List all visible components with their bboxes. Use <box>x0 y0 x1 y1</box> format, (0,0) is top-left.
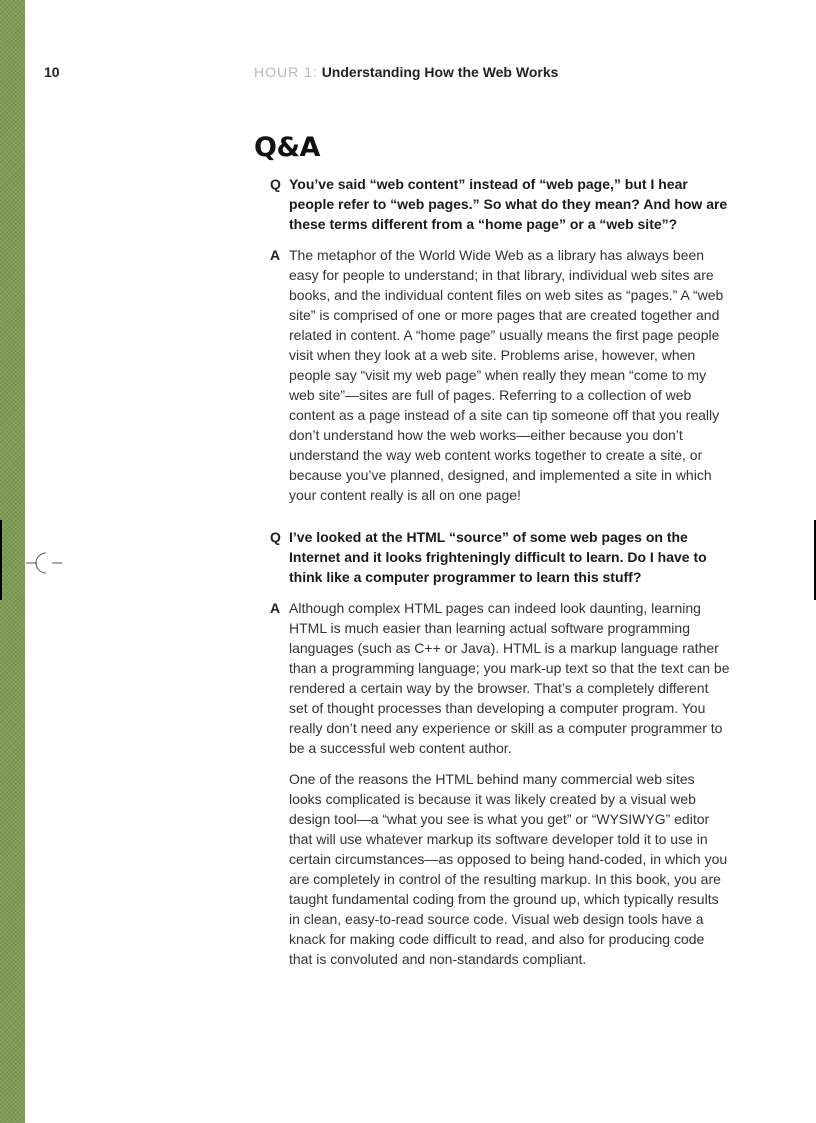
side-color-band <box>0 0 25 1123</box>
section-heading: Q&A <box>254 132 320 163</box>
registration-mark-icon <box>24 550 64 576</box>
question-text: I’ve looked at the HTML “source” of some web pages on the Internet and it looks frighteningly difficult to learn. Do I have to think like a computer programmer to learn this stuff? <box>289 529 707 585</box>
hour-label: HOUR 1: <box>254 64 318 80</box>
question-marker: Q <box>270 529 281 545</box>
answer-paragraph: The metaphor of the World Wide Web as a library has always been easy for people to understand; in that library, individual web sites are books, and the individual content files on web sites as “pages.” A “web site” is comprised of one or more pages that are created together and related in content. A “home page” usually means the first page people visit when they look at a web site. Problems arise, however, when people say “visit my web page” when really they mean “come to my web site”—sites are full of pages. Referring to a collection of web content as a page instead of a site can tip someone off that you really don’t understand how the web works—either because you don’t understand the way web content works together to create a site, or because you’ve planned, designed, and implemented a site in which your content really is all on one page! <box>289 247 724 503</box>
chapter-title: Understanding How the Web Works <box>321 64 559 80</box>
question-marker: Q <box>270 176 281 192</box>
answer-2 <box>270 598 730 969</box>
answer-1 <box>270 245 730 505</box>
answer-marker: A <box>270 600 281 616</box>
running-head <box>254 64 558 80</box>
question-2 <box>270 527 730 587</box>
crop-mark-left <box>0 520 2 600</box>
page-number: 10 <box>44 64 60 80</box>
question-1 <box>270 174 730 234</box>
answer-paragraph: Although complex HTML pages can indeed look daunting, learning HTML is much easier than learning actual software programming languages (such as C++ or Java). HTML is a markup language rather than a programming language; you mark-up text so that the text can be rendered a certain way by the browser. That’s a completely different set of thought processes than developing a computer program. You really don’t need any experience or skill as a computer programmer to be a successful web content author. <box>289 600 730 756</box>
question-text: You’ve said “web content” instead of “web page,” but I hear people refer to “web pages.” So what do they mean? And how are these terms different from a “home page” or a “web site”? <box>289 176 728 232</box>
qa-list <box>270 174 730 969</box>
answer-paragraph: One of the reasons the HTML behind many commercial web sites looks complicated is because it was likely created by a visual web design tool—a “what you see is what you get” or “WYSIWYG” editor that will use whatever markup its software developer told it to use in certain circumstances—as opposed to being hand-coded, in which you are completely in control of the resulting markup. In this book, you are taught fundamental coding from the ground up, which typically results in clean, easy-to-read source code. Visual web design tools have a knack for making code difficult to read, and also for producing code that is convoluted and non-standards compliant. <box>289 771 728 967</box>
answer-marker: A <box>270 247 281 263</box>
